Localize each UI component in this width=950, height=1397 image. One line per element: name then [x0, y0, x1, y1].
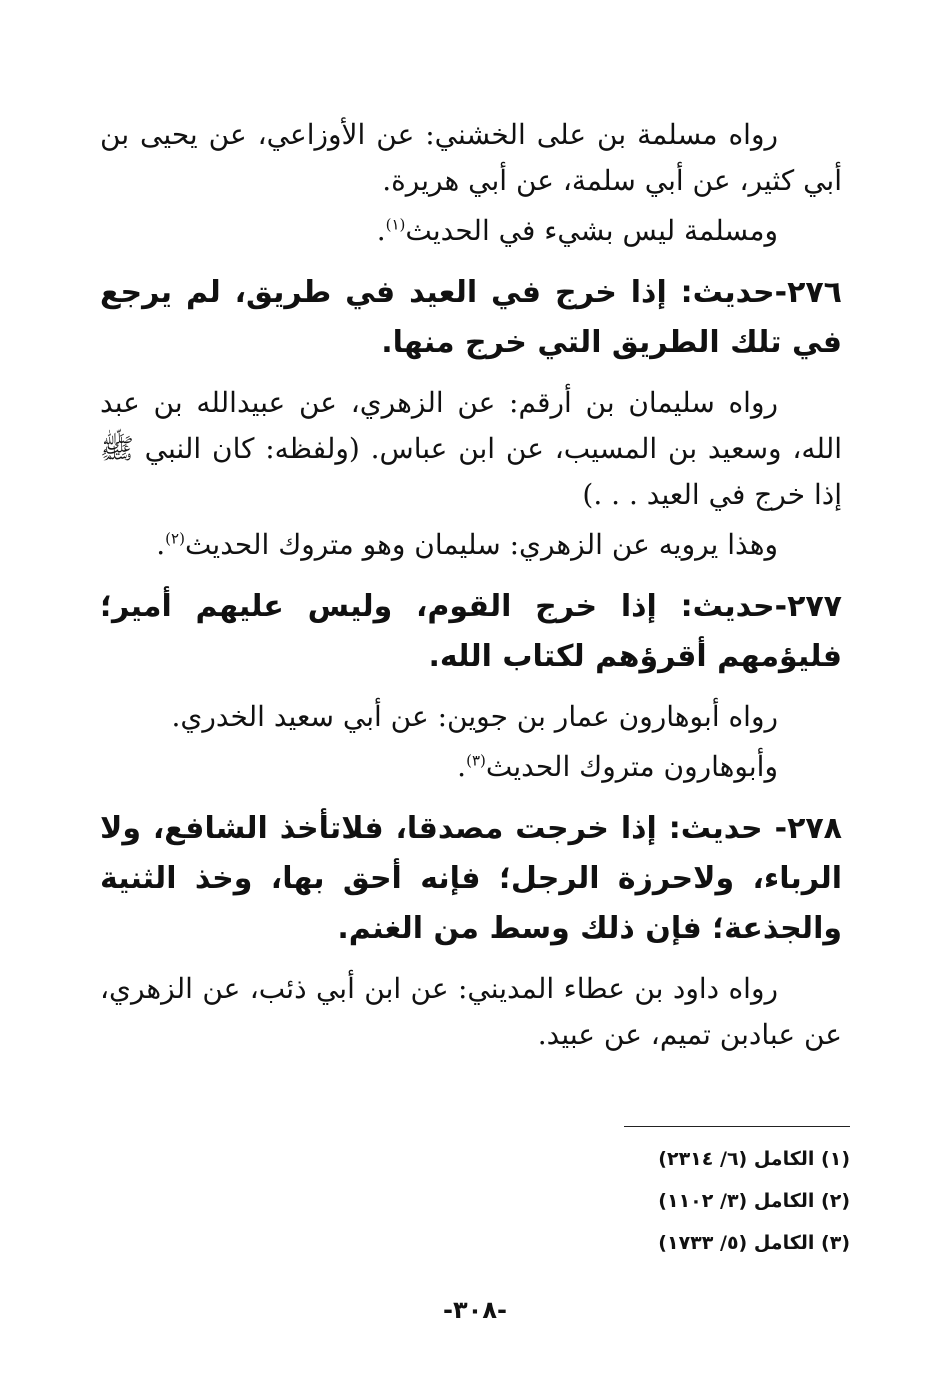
hadith-276: ٢٧٦-حديث: إذا خرج في العيد في طريق، لم يرجع في تلك الطريق التي خرج منها.	[100, 275, 842, 360]
footnotes	[450, 1138, 850, 1264]
footnote-2: (٢) الكامل (٣/ ١١٠٢)	[658, 1190, 850, 1212]
footnote-divider	[624, 1126, 850, 1127]
narration-paragraph-4: رواه داود بن عطاء المديني: عن ابن أبي ذئب، عن الزهري، عن عبادبن تميم، عن عبيد.	[100, 972, 842, 1051]
note-text: ومسلمة ليس بشيء في الحديث	[405, 214, 778, 247]
footnote-ref-3[interactable]: (٣)	[466, 751, 486, 770]
note-end: .	[457, 750, 467, 783]
note-end: .	[376, 214, 386, 247]
note-maslama	[100, 208, 842, 254]
note-end: .	[156, 528, 166, 561]
hadith-278: ٢٧٨- حديث: إذا خرجت مصدقا، فلاتأخذ الشافع، ولا الرباء، ولاحرزة الرجل؛ فإنه أحق بها، وخذ الثنية والجذعة؛ فإن ذلك وسط من الغنم.	[100, 811, 842, 946]
page-number: -٣٠٨-	[443, 1296, 507, 1324]
footnote-ref-1[interactable]: (١)	[385, 215, 406, 234]
narration-paragraph-3: رواه أبوهارون عمار بن جوين: عن أبي سعيد الخدري.	[171, 700, 778, 733]
note-sulayman	[100, 522, 842, 568]
note-abu-harun	[100, 744, 842, 790]
narration-paragraph-2: رواه سليمان بن أرقم: عن الزهري، عن عبيدالله بن عبد الله، وسعيد بن المسيب، عن ابن عباس. (ولفظه: كان النبي ﷺ إذا خرج في العيد . . .)	[100, 386, 842, 511]
note-text: وهذا يرويه عن الزهري: سليمان وهو متروك الحديث	[184, 528, 778, 561]
footnote-ref-2[interactable]: (٢)	[165, 529, 185, 548]
narration-paragraph-1: رواه مسلمة بن على الخشني: عن الأوزاعي، عن يحيى بن أبي كثير، عن أبي سلمة، عن أبي هريرة.	[100, 118, 842, 197]
hadith-277: ٢٧٧-حديث: إذا خرج القوم، وليس عليهم أمير؛ فليؤمهم أقرؤهم لكتاب الله.	[100, 589, 842, 674]
footnote-1: (١) الكامل (٦/ ٢٣١٤)	[658, 1148, 850, 1170]
footnote-3: (٣) الكامل (٥/ ١٧٣٣)	[658, 1232, 850, 1254]
page-body	[100, 112, 842, 1058]
note-text: وأبوهارون متروك الحديث	[485, 750, 778, 783]
